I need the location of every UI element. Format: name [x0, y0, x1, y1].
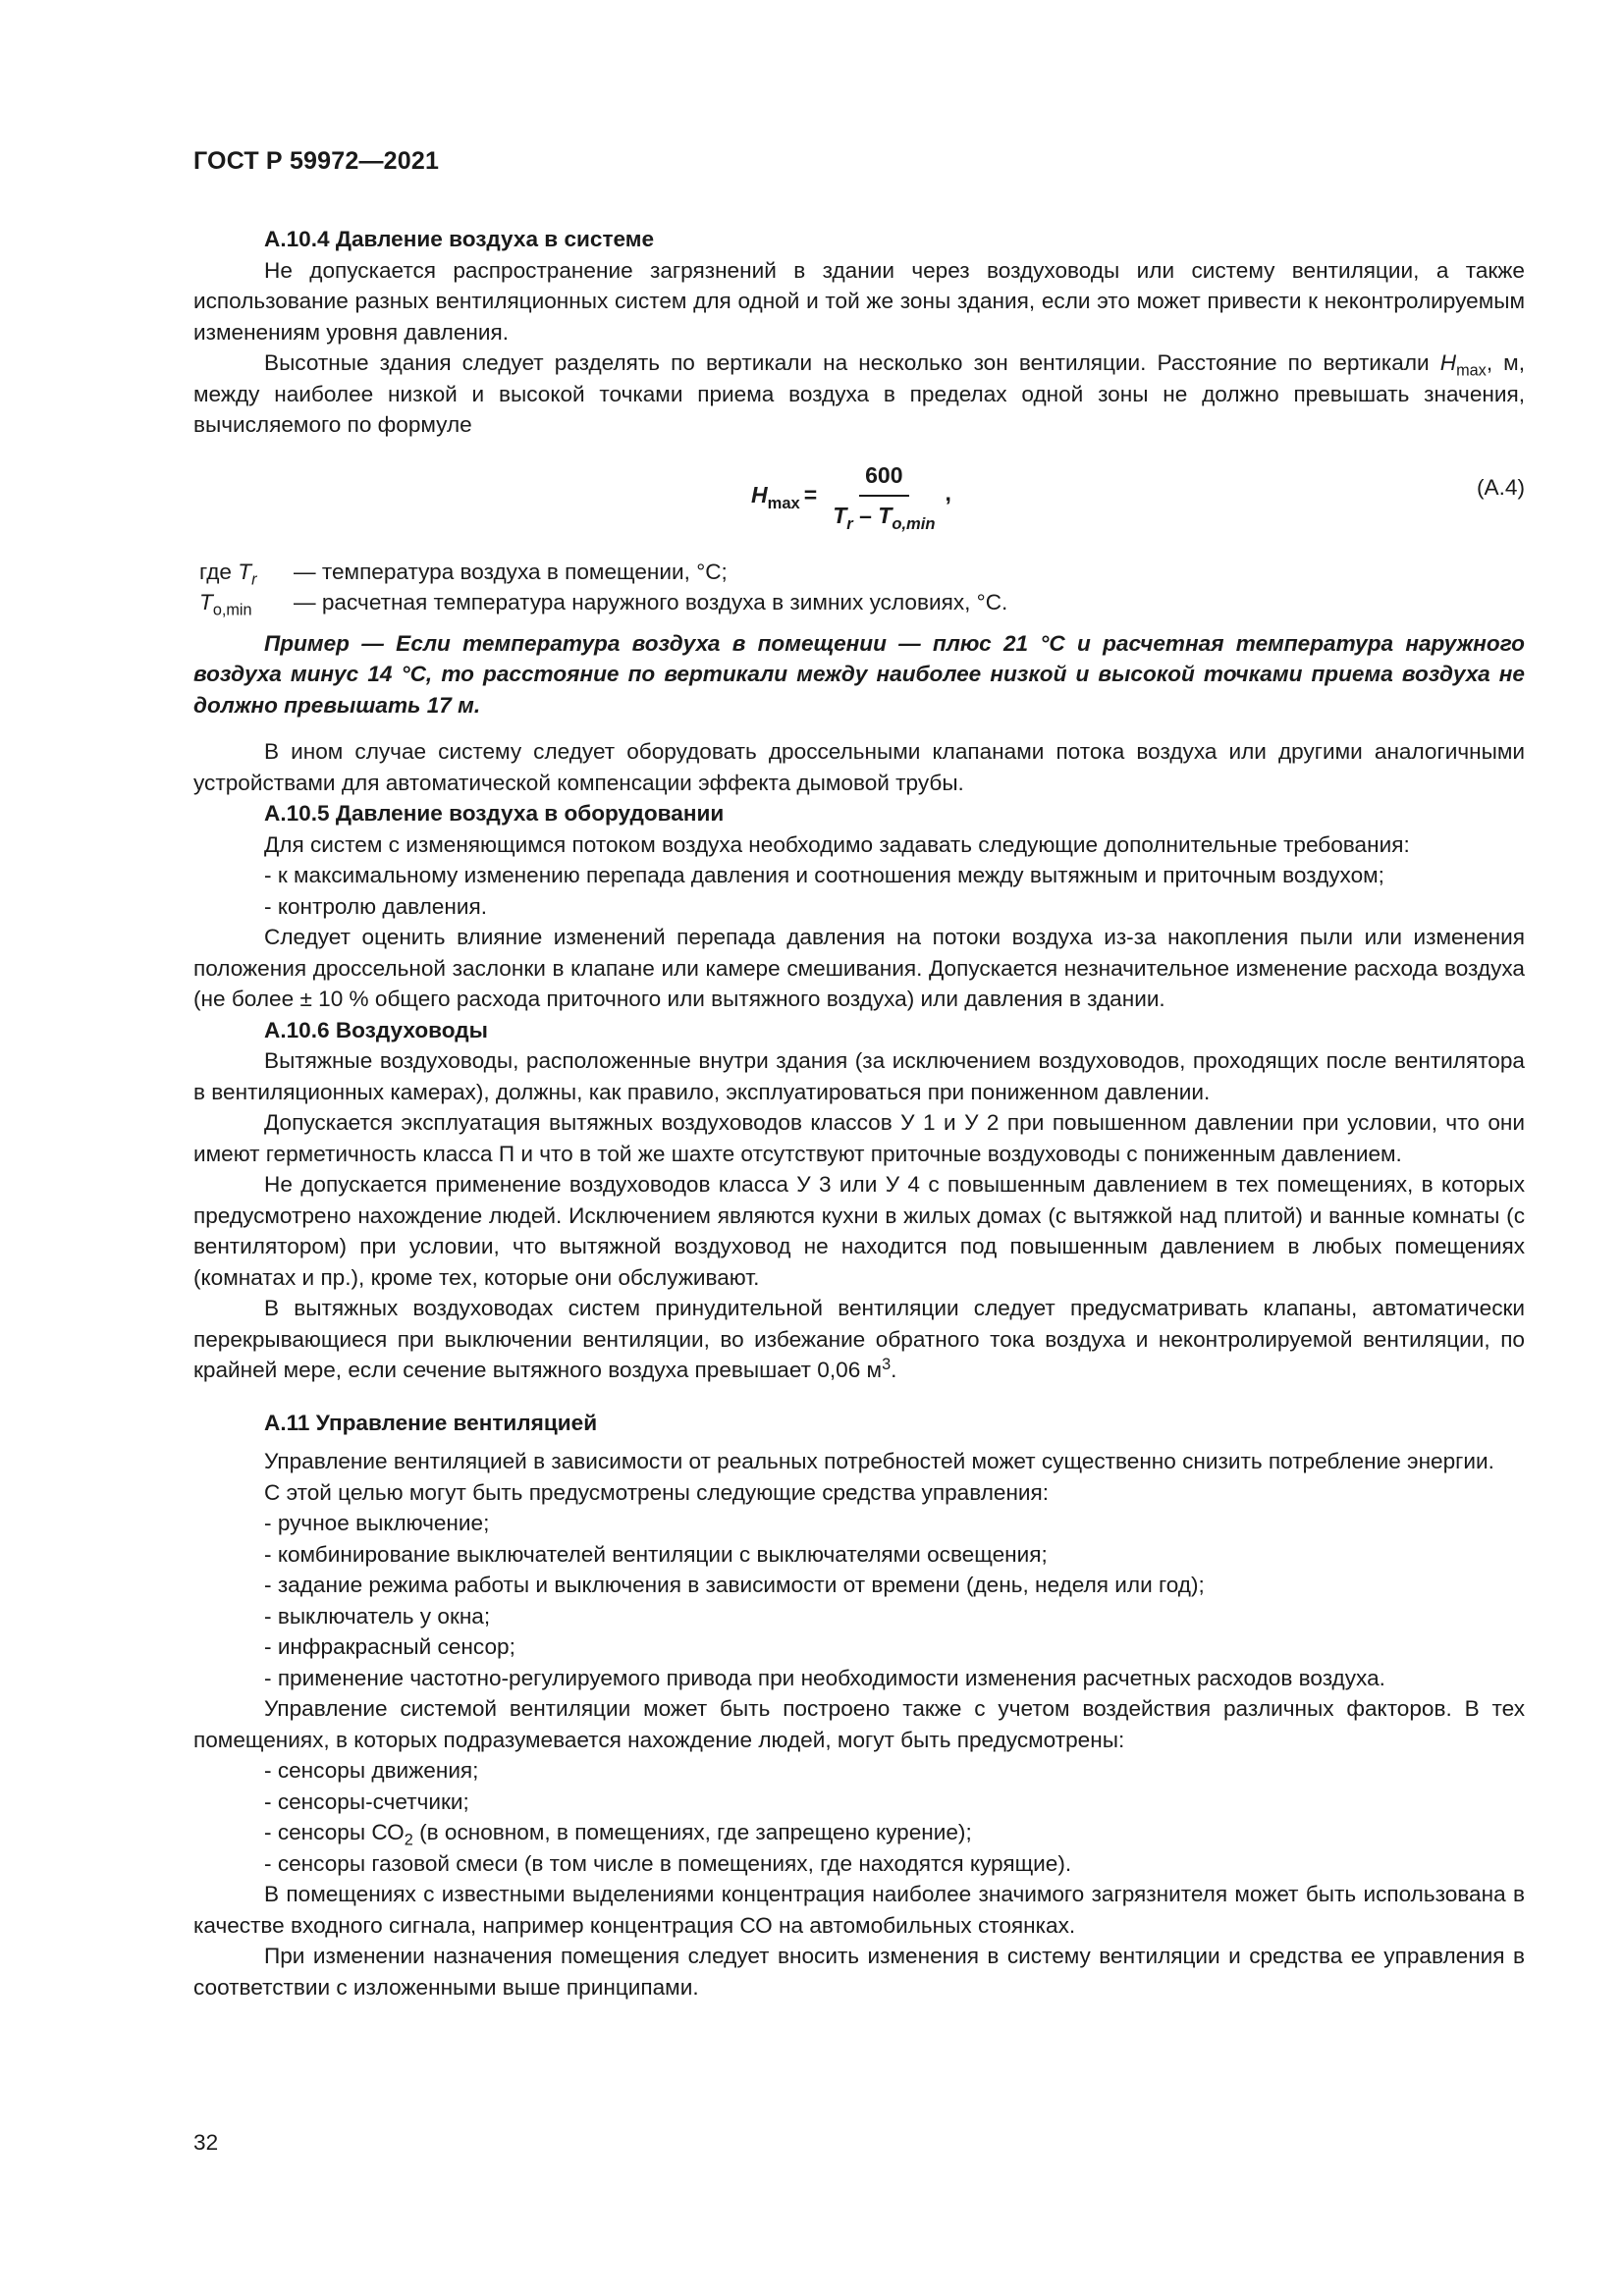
where-row-2: $T_{o,min}$ — расчетная температура наружного воздуха в зимних условиях, °С. [199, 590, 1008, 619]
formula-number: (А.4) [1477, 474, 1525, 500]
section-a106-title: А.10.6 Воздуховоды [264, 1017, 488, 1042]
paragraph: Не допускается распространение загрязнений в здании через воздуховоды или систему вентиляции, а также использование разных вентиляционных систем для одной и той же зоны здания, если это может привести к неконтролируемым изменениям уровня давления. [193, 257, 1525, 345]
paragraph: Управление вентиляцией в зависимости от реальных потребностей может существенно снизить потребление энергии. [264, 1449, 1494, 1473]
formula-block [193, 454, 1525, 549]
paragraph: С этой целью могут быть предусмотрены следующие средства управления: [264, 1479, 1050, 1505]
paragraph: При изменении назначения помещения следует вносить изменения в систему вентиляции и средства ее управления в соответствии с изложенными выше принципами. [193, 1944, 1525, 2000]
paragraph: В помещениях с известными выделениями концентрация наиболее значимого загрязнителя может быть использована в качестве входного сигнала, например концентрация СО на автомобильных стоянках. [193, 1882, 1525, 1938]
list-item: - сенсоры газовой смеси (в том числе в помещениях, где находятся курящие). [264, 1848, 1525, 1880]
requirements-list [193, 860, 1525, 922]
list-item: - контролю давления. [264, 891, 1525, 923]
section-a11-title: А.11 Управление вентиляцией [264, 1410, 598, 1435]
paragraph: Управление системой вентиляции может быть построено также с учетом воздействия различных факторов. В тех помещениях, в которых подразумевается нахождение людей, могут быть предусмотрены: [193, 1696, 1525, 1752]
paragraph: В вытяжных воздуховодах систем принудительной вентиляции следует предусматривать клапаны, автоматически перекрывающиеся при выключении вентиляции, во избежание обратного тока воздуха и неконтролируемой вентиляции, по крайней мере, если сечение вытяжного воздуха превышает 0,06 $м^3$. [193, 1296, 1525, 1382]
formula-a4: $H_{max}$ = $\frac{600}{T_r - T_{o,min}}$ , [751, 461, 951, 533]
section-a105-title: А.10.5 Давление воздуха в оборудовании [264, 801, 725, 826]
paragraph: Допускается эксплуатация вытяжных воздуховодов классов У 1 и У 2 при повышенном давлении при условии, что они имеют герметичность класса П и что в той же шахте отсутствуют приточные воздуховоды с пониженным давлением. [193, 1110, 1525, 1166]
paragraph: В ином случае систему следует оборудовать дроссельными клапанами потока воздуха или другими аналогичными устройствами для автоматической компенсации эффекта дымовой трубы. [193, 739, 1525, 795]
paragraph: Вытяжные воздуховоды, расположенные внутри здания (за исключением воздуховодов, проходящих после вентилятора в вентиляционных камерах), должны, как правило, эксплуатироваться при пониженном давлении. [193, 1048, 1525, 1104]
example-note: Пример — Если температура воздуха в помещении — плюс 21 °С и расчетная температура наружного воздуха минус 14 °С, то расстояние по вертикали между наиболее низкой и высокой точками приема воздуха не должно превышать 17 м. [193, 630, 1525, 718]
controls-list [193, 1508, 1525, 1693]
list-item: - комбинирование выключателей вентиляции с выключателями освещения; [264, 1539, 1525, 1571]
paragraph: Не допускается применение воздуховодов класса У 3 или У 4 с повышенным давлением в тех помещениях, в которых предусмотрено нахождение людей. Исключением являются кухни в жилых домах (с вытяжкой над плитой) и ванные комнаты (с вентилятором) при условии, что вытяжной воздуховод не находится под повышенным давлением в любых помещениях (комнатах и пр.), кроме тех, которые они обслуживают. [193, 1172, 1525, 1290]
list-item: - сенсоры движения; [264, 1755, 1525, 1787]
list-item: - сенсоры-счетчики; [264, 1787, 1525, 1818]
document-id: ГОСТ Р 59972—2021 [193, 147, 440, 175]
list-item: - к максимальному изменению перепада давления и соотношения между вытяжным и приточным воздухом; [264, 860, 1525, 891]
list-item: - применение частотно-регулируемого привода при необходимости изменения расчетных расходов воздуха. [264, 1663, 1525, 1694]
paragraph: Для систем с изменяющимся потоком воздуха необходимо задавать следующие дополнительные требования: [264, 831, 1410, 857]
formula-fraction: $\frac{600}{T_r - T_{o,min}}$ [833, 461, 936, 533]
page-number: 32 [193, 2130, 219, 2155]
list-item: - инфракрасный сенсор; [264, 1631, 1525, 1663]
page-content [193, 224, 1525, 2002]
list-item: - выключатель у окна; [264, 1601, 1525, 1632]
list-item: - сенсоры $СО_2$ (в основном, в помещениях, где запрещено курение); [264, 1817, 1525, 1848]
paragraph: Следует оценить влияние изменений перепада давления на потоки воздуха из-за накопления пыли или изменения положения дроссельной заслонки в клапане или камере смешивания. Допускается незначительное изменение расхода воздуха (не более ± 10 % общего расхода приточного или вытяжного воздуха) или давления в здании. [193, 925, 1525, 1011]
where-row-1: где $T_r$ — температура воздуха в помещении, °С; [199, 559, 728, 589]
list-item: - ручное выключение; [264, 1508, 1525, 1539]
list-item: - задание режима работы и выключения в зависимости от времени (день, неделя или год); [264, 1570, 1525, 1601]
sensors-list [193, 1755, 1525, 1879]
section-a104-title: А.10.4 Давление воздуха в системе [264, 227, 655, 251]
paragraph: Высотные здания следует разделять по вертикали на несколько зон вентиляции. Расстояние по вертикали $H_{max}$, м, между наиболее низкой и высокой точками приема воздуха в пределах одной зоны не должно превышать значения, вычисляемого по формуле [193, 350, 1525, 437]
